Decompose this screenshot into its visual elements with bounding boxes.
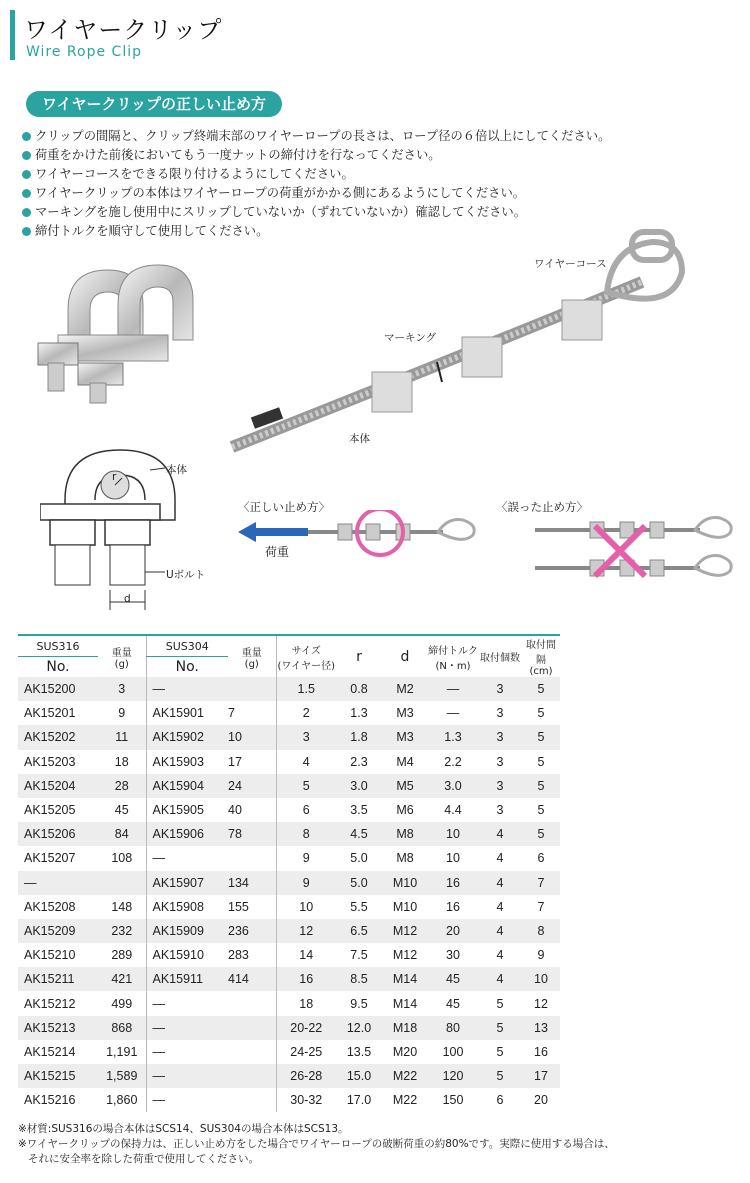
table-cell: 5	[522, 774, 560, 798]
table-row	[18, 967, 560, 991]
table-cell: AK15910	[146, 943, 228, 967]
page-subtitle: Wire Rope Clip	[26, 44, 142, 60]
assembly-photo	[222, 222, 722, 462]
table-cell: —	[146, 1016, 228, 1040]
table-cell: 1.3	[428, 725, 478, 749]
table-cell: —	[146, 1064, 228, 1088]
table-cell: 30-32	[276, 1088, 336, 1112]
table-cell: AK15203	[24, 754, 76, 769]
table-cell: 6	[537, 851, 545, 866]
table-cell: 3	[478, 725, 522, 749]
table-cell: —	[146, 846, 228, 870]
table-cell: M3	[396, 706, 414, 721]
table-cell: AK15201	[24, 706, 76, 721]
table-cell: AK15212	[24, 996, 76, 1011]
table-cell: 2	[276, 701, 336, 725]
table-cell: 7.5	[350, 948, 368, 963]
table-row	[18, 1064, 560, 1088]
table-cell: M12	[382, 919, 428, 943]
table-cell: 5	[478, 1064, 522, 1088]
table-cell: AK15211	[18, 967, 98, 991]
table-cell: AK15902	[146, 725, 228, 749]
table-cell: 232	[98, 919, 146, 943]
table-cell	[228, 677, 276, 701]
table-cell: 9	[118, 706, 126, 721]
table-cell: AK15207	[24, 851, 76, 866]
table-cell: M14	[392, 996, 418, 1011]
table-cell: 100	[442, 1044, 464, 1059]
table-cell: 4	[478, 967, 522, 991]
header-weight-unit: (g)	[244, 658, 259, 670]
spec-table	[18, 634, 560, 1112]
table-cell: 17	[228, 754, 242, 769]
table-cell: AK15907	[146, 871, 228, 895]
table-cell	[98, 871, 146, 895]
header-no-316: No.	[46, 659, 70, 675]
header-torque	[428, 635, 478, 677]
header-weight-316	[98, 635, 146, 677]
table-cell	[228, 1064, 276, 1088]
table-cell: 4	[496, 899, 504, 914]
table-cell: 6.5	[336, 919, 382, 943]
table-cell: 236	[228, 919, 276, 943]
table-cell: AK15205	[24, 803, 76, 818]
table-row	[18, 1016, 560, 1040]
diagram-ubolt-label: Uボルト	[166, 569, 206, 581]
table-row	[18, 798, 560, 822]
table-cell: 283	[228, 948, 249, 963]
table-cell: —	[18, 871, 98, 895]
table-cell: AK15215	[18, 1064, 98, 1088]
footnote-strength: ※ワイヤークリップの保持力は、正しい止め方をした場合でワイヤーロープの破断荷重の約80%です。実際に使用する場合は、	[18, 1138, 615, 1150]
table-cell: 5	[478, 1016, 522, 1040]
table-cell: 421	[98, 967, 146, 991]
table-cell: 1,860	[106, 1093, 138, 1108]
header-size-label: サイズ	[291, 645, 321, 657]
table-cell	[228, 1088, 276, 1112]
table-cell: 1,589	[98, 1064, 146, 1088]
table-cell: M3	[382, 725, 428, 749]
table-cell: 12	[276, 919, 336, 943]
table-cell: 45	[446, 996, 460, 1011]
table-row	[18, 774, 560, 798]
table-cell: 120	[428, 1064, 478, 1088]
table-cell: AK15200	[18, 677, 98, 701]
table-cell: 16	[446, 899, 460, 914]
table-cell: 13	[522, 1016, 560, 1040]
table-cell: 5	[522, 822, 560, 846]
table-cell: 12.0	[336, 1016, 382, 1040]
header-sus304: SUS304	[146, 635, 228, 657]
table-row	[18, 701, 560, 725]
table-cell: —	[146, 1040, 228, 1064]
table-cell: M6	[396, 803, 414, 818]
table-cell: 40	[228, 803, 242, 818]
wrong-method-label: 〈誤った止め方〉	[496, 500, 588, 514]
header-no-304: No.	[146, 657, 228, 678]
table-cell: 3	[478, 677, 522, 701]
table-cell: 5	[496, 996, 504, 1011]
table-cell: 84	[98, 822, 146, 846]
table-cell: AK15901	[146, 701, 228, 725]
table-cell: 5	[522, 725, 560, 749]
table-cell: 3	[478, 774, 522, 798]
table-cell	[228, 1016, 276, 1040]
body-label: 本体	[349, 433, 370, 445]
table-cell: 18	[114, 754, 129, 769]
table-cell: 3	[496, 706, 504, 721]
table-cell: —	[146, 991, 228, 1015]
table-row	[18, 1040, 560, 1064]
footnote-strength-cont: それに安全率を除した荷重で使用してください。	[28, 1153, 259, 1165]
table-cell: 5.5	[350, 899, 368, 914]
note-item: 締付トルクを順守して使用してください。	[22, 222, 610, 241]
table-cell: 4	[478, 919, 522, 943]
table-row	[18, 822, 560, 846]
wire-course-label: ワイヤーコース	[534, 258, 607, 270]
diagram-d-label: d	[124, 593, 131, 605]
table-cell: 9	[276, 846, 336, 870]
header-r: r	[336, 635, 382, 677]
table-cell: 5.0	[350, 851, 368, 866]
table-row	[18, 895, 560, 919]
table-cell: 0.8	[336, 677, 382, 701]
table-row	[18, 1088, 560, 1112]
section-heading: ワイヤークリップの正しい止め方	[26, 91, 282, 117]
header-interval	[522, 635, 560, 677]
table-cell: M14	[382, 967, 428, 991]
table-cell: AK15210	[24, 948, 76, 963]
table-cell: M4	[396, 754, 414, 769]
header-interval-label: 取付間隔	[526, 640, 556, 666]
table-cell: 45	[114, 803, 129, 818]
header-size-unit: (ワイヤー径)	[277, 660, 335, 672]
table-cell: 8	[522, 919, 560, 943]
header-torque-label: 締付トルク	[428, 645, 478, 657]
table-cell: M18	[382, 1016, 428, 1040]
table-cell: M12	[392, 948, 418, 963]
table-cell: M8	[382, 822, 428, 846]
table-cell: 5	[537, 754, 545, 769]
table-cell: M10	[392, 899, 418, 914]
table-cell: 9.5	[350, 996, 368, 1011]
table-cell: 868	[98, 1016, 146, 1040]
title-accent-bar	[10, 10, 15, 60]
header-weight-unit: (g)	[114, 658, 129, 670]
footnotes	[18, 1122, 615, 1167]
table-cell: 3.0	[336, 774, 382, 798]
table-cell: 7	[228, 706, 235, 721]
table-cell: 7	[537, 899, 545, 914]
table-row	[18, 725, 560, 749]
table-cell: 3	[276, 725, 336, 749]
table-cell: 5	[537, 706, 545, 721]
table-cell: 5	[537, 803, 545, 818]
clip-product-photo	[18, 255, 218, 405]
table-row	[18, 750, 560, 774]
table-cell: 28	[98, 774, 146, 798]
table-cell: 134	[228, 871, 276, 895]
table-cell: 155	[228, 899, 249, 914]
table-cell: 4	[496, 948, 504, 963]
table-cell: 5	[496, 1044, 504, 1059]
header-interval-unit: (cm)	[529, 666, 553, 677]
table-row	[18, 871, 560, 895]
table-cell: 4.5	[336, 822, 382, 846]
table-cell: AK15202	[18, 725, 98, 749]
table-cell: 26-28	[276, 1064, 336, 1088]
table-cell: 18	[276, 991, 336, 1015]
spec-table-body	[18, 677, 560, 1112]
note-item: クリップの間隔と、クリップ終端末部のワイヤーロープの長さは、ロープ径の６倍以上にしてください。	[22, 127, 610, 146]
table-cell: M2	[382, 677, 428, 701]
table-cell: M5	[382, 774, 428, 798]
header-sus316: SUS316	[18, 635, 98, 657]
table-cell: 10	[228, 725, 276, 749]
table-cell: AK15909	[146, 919, 228, 943]
table-cell: 148	[111, 899, 133, 914]
table-cell: —	[428, 677, 478, 701]
table-cell	[228, 991, 276, 1015]
table-cell: AK15908	[146, 895, 228, 919]
table-cell: AK15214	[24, 1044, 76, 1059]
table-row	[18, 677, 560, 701]
table-cell: AK15204	[18, 774, 98, 798]
table-cell: 12	[534, 996, 548, 1011]
load-label: 荷重	[265, 545, 290, 559]
table-cell: 10	[446, 851, 460, 866]
table-cell: 9	[276, 871, 336, 895]
table-cell: 5	[522, 677, 560, 701]
table-cell: 2.2	[444, 754, 462, 769]
header-weight-304	[228, 635, 276, 677]
table-cell: AK15206	[18, 822, 98, 846]
wrong-method-diagram	[535, 508, 735, 588]
table-cell: AK15209	[18, 919, 98, 943]
footnote-material: ※材質:SUS316の場合本体はSCS14、SUS304の場合本体はSCS13。	[18, 1123, 349, 1135]
header-weight-label: 重量	[111, 647, 132, 659]
table-cell: 4	[496, 851, 504, 866]
marking-label: マーキング	[384, 332, 437, 344]
table-cell: 1.5	[276, 677, 336, 701]
table-cell: 4	[478, 871, 522, 895]
table-cell: 24-25	[276, 1040, 336, 1064]
correct-method-label: 〈正しい止め方〉	[238, 500, 330, 514]
table-cell: 16	[534, 1044, 548, 1059]
table-cell: 10	[522, 967, 560, 991]
table-cell: M22	[382, 1064, 428, 1088]
table-cell: 4.4	[444, 803, 462, 818]
table-cell: AK15213	[18, 1016, 98, 1040]
clip-dimension-diagram	[40, 440, 220, 615]
table-cell: —	[146, 677, 228, 701]
table-cell: 4	[478, 822, 522, 846]
note-item: ワイヤーコースをできる限り付けるようにしてください。	[22, 165, 610, 184]
table-cell: 7	[522, 871, 560, 895]
table-cell: 3	[496, 803, 504, 818]
table-cell: 20	[534, 1093, 548, 1108]
table-cell: 499	[111, 996, 133, 1011]
table-cell	[228, 846, 276, 870]
table-cell: 17	[522, 1064, 560, 1088]
table-cell: 30	[446, 948, 460, 963]
note-item: ワイヤークリップの本体はワイヤーロープの荷重がかかる側にあるようにしてください。	[22, 184, 610, 203]
page-title: ワイヤークリップ	[24, 16, 223, 44]
table-cell: 1,191	[106, 1044, 138, 1059]
table-cell: AK15216	[24, 1093, 76, 1108]
table-cell: 9	[537, 948, 545, 963]
table-cell: 20	[428, 919, 478, 943]
table-cell: 3	[98, 677, 146, 701]
table-cell: AK15904	[146, 774, 228, 798]
table-cell: 20-22	[276, 1016, 336, 1040]
table-cell: —	[146, 1088, 228, 1112]
table-cell: M20	[392, 1044, 418, 1059]
table-cell: 3.0	[428, 774, 478, 798]
note-item: マーキングを施し使用中にスリップしていないか（ずれていないか）確認してください。	[22, 203, 610, 222]
table-cell: 14	[276, 943, 336, 967]
load-arrow-icon	[238, 522, 308, 542]
table-cell: 8	[276, 822, 336, 846]
table-cell: 6	[276, 798, 336, 822]
table-cell: 16	[276, 967, 336, 991]
table-cell: 78	[228, 822, 276, 846]
table-cell: 150	[442, 1093, 464, 1108]
header-d: d	[382, 635, 428, 677]
header-count: 取付個数	[478, 635, 522, 677]
table-cell: 5	[276, 774, 336, 798]
header-torque-unit: (N・m)	[435, 660, 471, 672]
table-cell: AK15905	[146, 798, 228, 822]
table-row	[18, 991, 560, 1015]
table-cell: 289	[111, 948, 133, 963]
table-cell: 2.3	[350, 754, 368, 769]
header-weight-label: 重量	[241, 647, 262, 659]
table-cell: 15.0	[336, 1064, 382, 1088]
header-size	[276, 635, 336, 677]
table-cell: AK15906	[146, 822, 228, 846]
table-cell: 5.0	[336, 871, 382, 895]
table-cell: M22	[392, 1093, 418, 1108]
table-cell: 4	[276, 750, 336, 774]
diagram-body-label: 本体	[166, 464, 187, 476]
note-item: 荷重をかけた前後においてもう一度ナットの締付けを行なってください。	[22, 146, 610, 165]
table-cell: 3	[496, 754, 504, 769]
table-cell	[228, 1040, 276, 1064]
table-cell: 17.0	[346, 1093, 372, 1108]
table-cell: AK15911	[146, 967, 228, 991]
table-cell: 8.5	[336, 967, 382, 991]
table-cell: 24	[228, 774, 276, 798]
table-cell: M8	[396, 851, 414, 866]
table-cell: 45	[428, 967, 478, 991]
table-cell: 414	[228, 967, 276, 991]
table-cell: 10	[276, 895, 336, 919]
table-cell: 10	[428, 822, 478, 846]
table-cell: 16	[428, 871, 478, 895]
table-cell: 11	[98, 725, 146, 749]
diagram-r-label: r	[112, 471, 117, 483]
table-cell: 13.5	[346, 1044, 372, 1059]
table-cell: M10	[382, 871, 428, 895]
table-row	[18, 846, 560, 870]
table-cell: —	[446, 706, 460, 721]
table-cell: 108	[111, 851, 133, 866]
table-cell: 6	[496, 1093, 504, 1108]
table-row	[18, 943, 560, 967]
table-row	[18, 919, 560, 943]
table-cell: 3.5	[350, 803, 368, 818]
table-cell: 1.8	[336, 725, 382, 749]
table-cell: AK15208	[24, 899, 76, 914]
table-cell: 1.3	[350, 706, 368, 721]
table-cell: 80	[428, 1016, 478, 1040]
table-cell: AK15903	[146, 750, 228, 774]
